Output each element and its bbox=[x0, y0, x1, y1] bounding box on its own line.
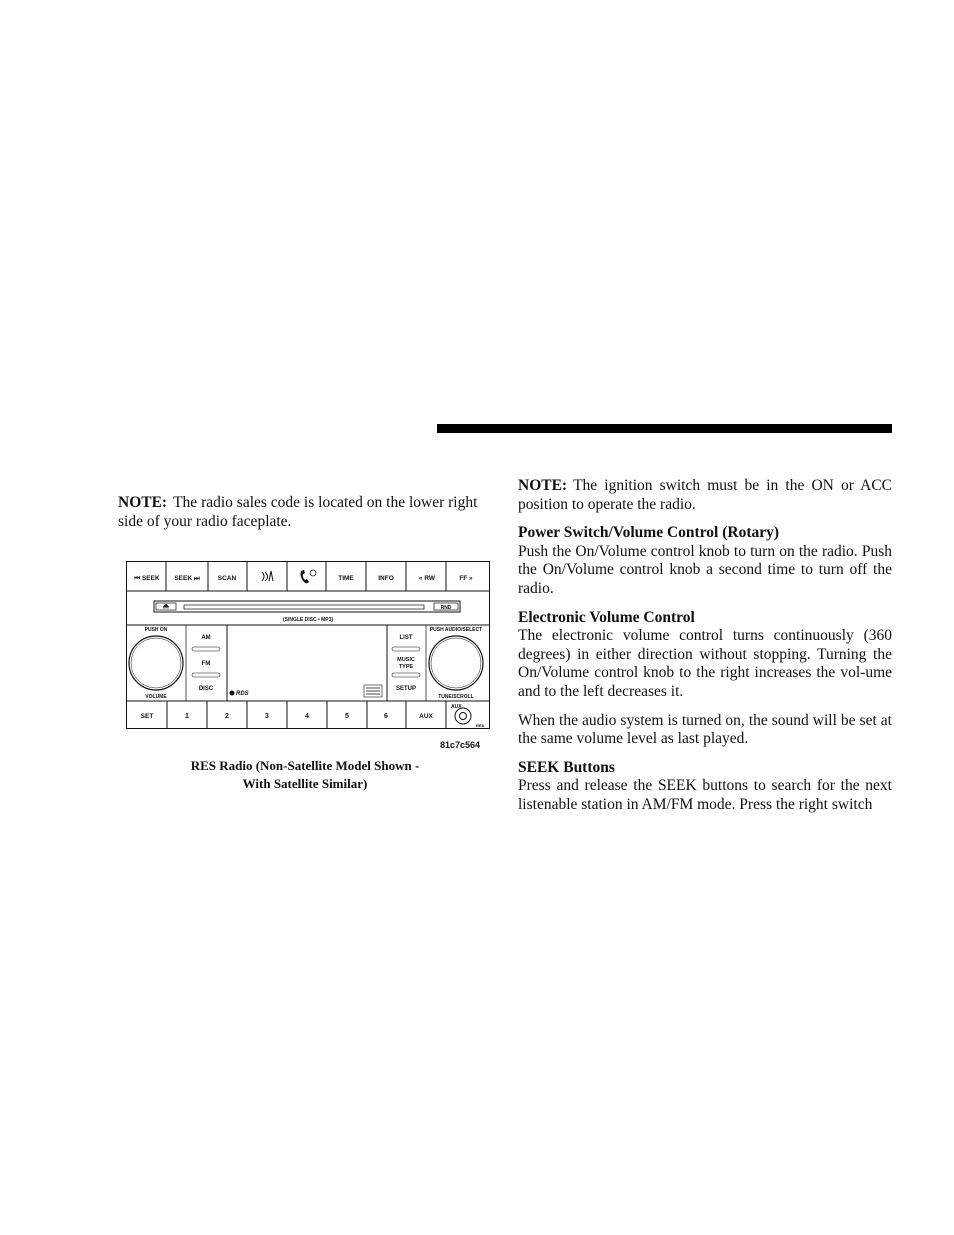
tune-scroll-knob[interactable] bbox=[429, 636, 483, 690]
caption-line-2: With Satellite Similar) bbox=[242, 776, 368, 791]
volume-label: VOLUME bbox=[145, 694, 167, 700]
figure-code: 81c7c564 bbox=[440, 740, 481, 750]
sales-code-label: RES bbox=[476, 723, 485, 728]
set-button[interactable]: SET bbox=[140, 713, 154, 720]
volume-knob[interactable] bbox=[129, 636, 183, 690]
preset-3-button[interactable]: 3 bbox=[265, 713, 269, 720]
aux-jack[interactable] bbox=[455, 708, 471, 724]
music-type-button[interactable]: MUSIC bbox=[397, 657, 415, 663]
volume-memory-paragraph bbox=[518, 712, 892, 749]
preset-2-button[interactable]: 2 bbox=[225, 713, 229, 720]
note-label: NOTE: bbox=[118, 494, 168, 511]
preset-4-button[interactable]: 4 bbox=[305, 713, 309, 720]
rnd-button[interactable]: RND bbox=[440, 605, 452, 611]
rds-logo: RDS bbox=[236, 691, 249, 697]
seek-section bbox=[518, 759, 892, 815]
note-text: The radio sales code is located on the lower right side of your radio faceplate. bbox=[118, 494, 478, 530]
figure-caption bbox=[150, 757, 460, 793]
list-button[interactable]: LIST bbox=[399, 635, 413, 641]
voice-command-icon[interactable] bbox=[262, 571, 273, 581]
seek-forward-button[interactable]: SEEK ⏭ bbox=[174, 575, 200, 582]
volume-text-2: When the audio system is turned on, the sound will be set at the same volume level as last played. bbox=[518, 711, 892, 748]
ignition-note bbox=[518, 477, 892, 514]
music-type-button-line2[interactable]: TYPE bbox=[398, 664, 414, 670]
radio-faceplate-diagram bbox=[126, 561, 490, 729]
time-button[interactable]: TIME bbox=[338, 575, 354, 582]
seek-text: Press and release the SEEK buttons to search for the next listenable station in AM/FM mode. Press the right switch bbox=[518, 777, 892, 813]
push-audio-select-label: PUSH AUDIO/SELECT bbox=[429, 627, 483, 633]
fm-button[interactable]: FM bbox=[201, 661, 211, 667]
fast-forward-button[interactable]: FF » bbox=[459, 575, 473, 582]
preset-5-button[interactable]: 5 bbox=[345, 713, 349, 720]
disc-label: (SINGLE DISC • MP3) bbox=[282, 617, 334, 623]
preset-1-button[interactable]: 1 bbox=[185, 713, 189, 720]
phone-icon[interactable] bbox=[301, 570, 317, 583]
power-text: Push the On/Volume control knob to turn on the radio. Push the On/Volume control knob a second time to turn off the radio. bbox=[518, 542, 892, 597]
volume-text: The electronic volume control turns continuously (360 degrees) in either direction without stopping. Turning the On/Volume control knob to the right increases the vol-ume and to the left decreases it. bbox=[518, 627, 892, 700]
setup-button[interactable]: SETUP bbox=[395, 686, 417, 692]
aux-button[interactable]: AUX bbox=[419, 713, 433, 720]
preset-6-button[interactable]: 6 bbox=[384, 713, 388, 720]
eject-icon[interactable] bbox=[163, 604, 169, 608]
seek-back-button[interactable]: ⏮ SEEK bbox=[134, 575, 160, 582]
scan-button[interactable]: SCAN bbox=[217, 575, 237, 582]
caption-line-1: RES Radio (Non-Satellite Model Shown - bbox=[190, 758, 420, 773]
info-button[interactable]: INFO bbox=[378, 575, 394, 582]
section-header-bar bbox=[437, 424, 892, 433]
rewind-button[interactable]: « RW bbox=[418, 575, 436, 582]
power-section bbox=[518, 524, 892, 598]
disc-button[interactable]: DISC bbox=[198, 686, 214, 692]
seek-heading: SEEK Buttons bbox=[518, 758, 615, 776]
tune-scroll-label: TUNE/SCROLL bbox=[438, 694, 474, 700]
volume-heading: Electronic Volume Control bbox=[518, 608, 695, 626]
am-button[interactable]: AM bbox=[201, 635, 211, 641]
power-heading: Power Switch/Volume Control (Rotary) bbox=[518, 524, 780, 542]
aux-jack-label: AUX bbox=[451, 704, 462, 710]
push-on-label: PUSH ON bbox=[144, 627, 168, 633]
note-text: The ignition switch must be in the ON or ACC position to operate the radio. bbox=[518, 477, 892, 513]
note-label: NOTE: bbox=[518, 477, 568, 494]
left-note bbox=[118, 494, 493, 531]
volume-section bbox=[518, 609, 892, 702]
right-column bbox=[518, 477, 892, 825]
